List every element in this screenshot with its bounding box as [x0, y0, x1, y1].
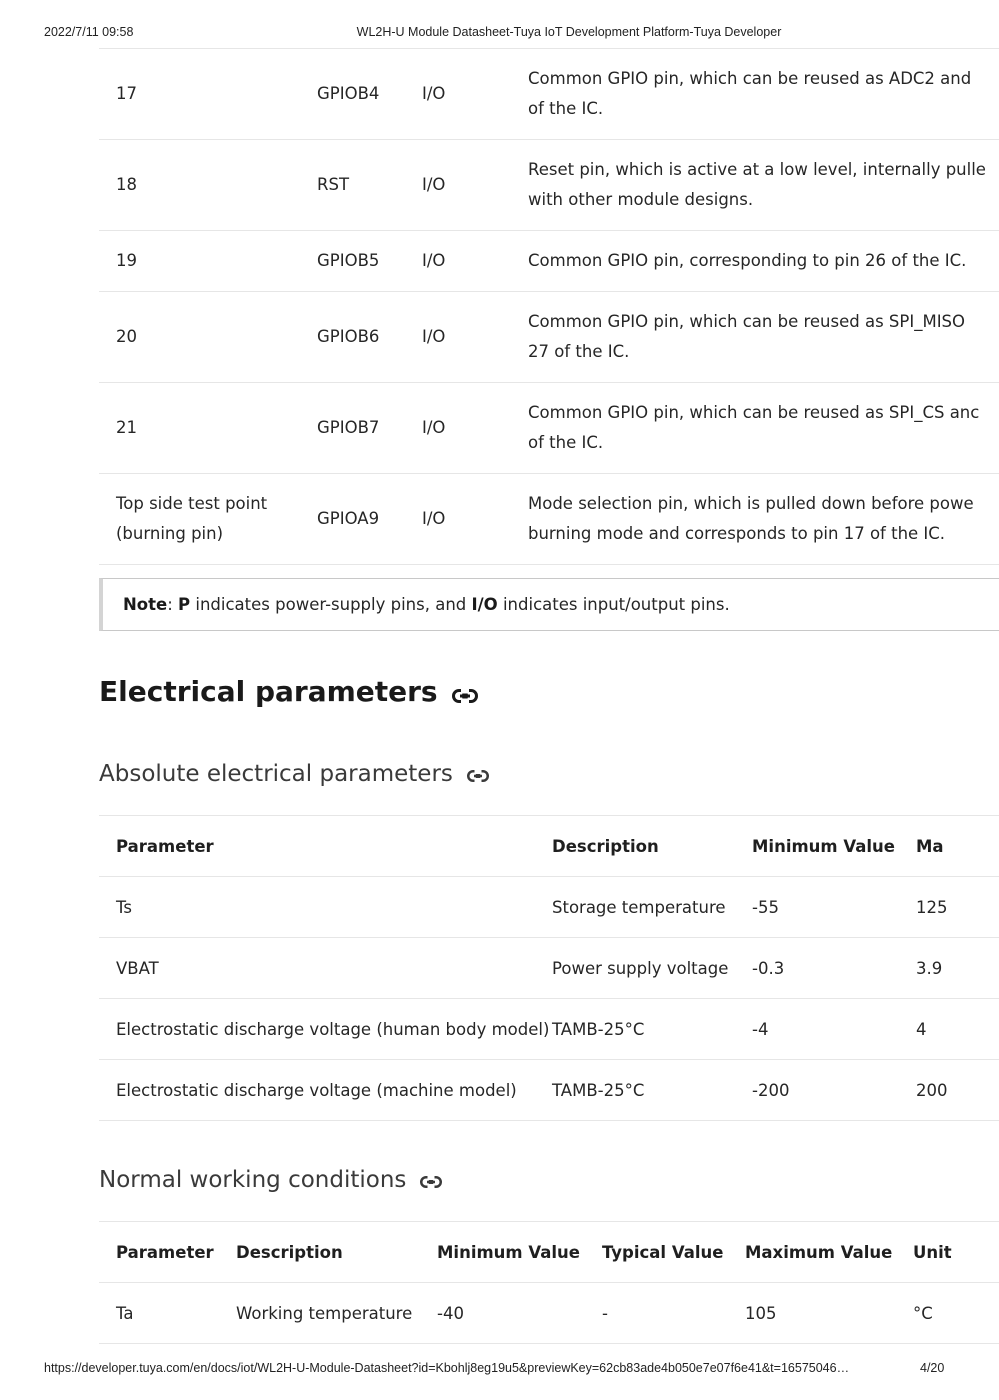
pin-description: Common GPIO pin, corresponding to pin 26 of the IC. [528, 251, 967, 270]
table-row [99, 292, 999, 383]
column-header: Ma [916, 836, 944, 856]
table-row [99, 877, 999, 938]
pin-number: 17 [116, 84, 137, 103]
section-heading-text: Absolute electrical parameters [99, 761, 453, 787]
link-icon[interactable] [420, 1168, 442, 1194]
note-callout [99, 578, 999, 631]
table-row [99, 938, 999, 999]
pin-number: 18 [116, 175, 137, 194]
table-cell: TAMB-25°C [552, 1080, 645, 1100]
pin-symbol: GPIOB6 [317, 327, 380, 346]
link-icon[interactable] [467, 762, 489, 788]
section-heading-absolute-electrical-parameters [99, 761, 489, 788]
pin-description: Common GPIO pin, which can be reused as ADC2 and of the IC. [528, 69, 972, 118]
pin-number: 21 [116, 418, 137, 437]
pin-symbol: GPIOB7 [317, 418, 380, 437]
table-cell: 125 [916, 897, 948, 917]
pin-symbol: GPIOB5 [317, 251, 380, 270]
pin-io-type: I/O [422, 418, 446, 437]
table-row [99, 1283, 999, 1344]
pin-description: Common GPIO pin, which can be reused as SPI_MISO 27 of the IC. [528, 312, 966, 361]
column-header: Typical Value [602, 1242, 724, 1262]
note-p: P [178, 595, 191, 614]
pin-definition-table [99, 48, 999, 565]
table-cell: Storage temperature [552, 897, 726, 917]
note-label: Note [123, 595, 168, 614]
pin-symbol: GPIOB4 [317, 84, 380, 103]
pin-number: Top side test point (burning pin) [116, 494, 268, 543]
table-cell: TAMB-25°C [552, 1019, 645, 1039]
column-header: Description [236, 1242, 343, 1262]
table-cell: -55 [752, 897, 779, 917]
table-cell: 200 [916, 1080, 948, 1100]
table-cell: -0.3 [752, 958, 785, 978]
print-timestamp: 2022/7/11 09:58 [44, 25, 134, 39]
print-footer [0, 1361, 990, 1377]
print-title: WL2H-U Module Datasheet-Tuya IoT Development Platform-Tuya Developer [356, 25, 782, 39]
table-cell: Ts [116, 897, 132, 917]
table-row [99, 999, 999, 1060]
pin-description: Reset pin, which is active at a low level, internally pulle with other module designs. [528, 160, 986, 209]
table-cell: 3.9 [916, 958, 943, 978]
table-cell: -200 [752, 1080, 790, 1100]
column-header: Maximum Value [745, 1242, 893, 1262]
section-heading-electrical-parameters [99, 675, 478, 710]
table-header-row [99, 816, 999, 877]
pin-description: Common GPIO pin, which can be reused as SPI_CS anc of the IC. [528, 403, 980, 452]
page-url[interactable]: https://developer.tuya.com/en/docs/iot/WL2H-U-Module-Datasheet?id=Kbohlj8eg19u5&previewKey=62cb83ade4b050e7e07f6e41&t=16575046… [44, 1361, 850, 1375]
table-cell: Electrostatic discharge voltage (human body model) [116, 1019, 550, 1039]
table-cell: Working temperature [236, 1303, 413, 1323]
pin-io-type: I/O [422, 327, 446, 346]
table-row [99, 140, 999, 231]
table-row [99, 49, 999, 140]
column-header: Minimum Value [752, 836, 895, 856]
pin-io-type: I/O [422, 175, 446, 194]
note-io: I/O [471, 595, 498, 614]
table-header-row [99, 1222, 999, 1283]
column-header: Minimum Value [437, 1242, 580, 1262]
table-row [99, 231, 999, 292]
pin-number: 20 [116, 327, 137, 346]
print-header [0, 25, 990, 41]
page-content [99, 48, 986, 1348]
section-heading-text: Normal working conditions [99, 1167, 407, 1193]
table-cell: -4 [752, 1019, 769, 1039]
link-icon[interactable] [452, 677, 478, 710]
note-colon: : [167, 595, 179, 614]
pin-symbol: GPIOA9 [317, 509, 380, 528]
table-cell: - [602, 1303, 608, 1323]
column-header: Description [552, 836, 659, 856]
pin-io-type: I/O [422, 251, 446, 270]
table-cell: Electrostatic discharge voltage (machine model) [116, 1080, 517, 1100]
column-header: Parameter [116, 1242, 214, 1262]
table-row [99, 1060, 999, 1121]
pin-io-type: I/O [422, 84, 446, 103]
table-cell: Ta [116, 1303, 134, 1323]
page-number: 4/20 [920, 1361, 945, 1375]
table-cell: 4 [916, 1019, 927, 1039]
note-text-2: indicates input/output pins. [497, 595, 730, 614]
table-cell: VBAT [116, 958, 159, 978]
absolute-electrical-parameters-table [99, 815, 999, 1121]
table-cell: 105 [745, 1303, 777, 1323]
pin-number: 19 [116, 251, 137, 270]
pin-io-type: I/O [422, 509, 446, 528]
normal-working-conditions-table [99, 1221, 999, 1344]
table-row [99, 383, 999, 474]
column-header: Parameter [116, 836, 214, 856]
table-cell: Power supply voltage [552, 958, 729, 978]
table-cell: °C [913, 1303, 933, 1323]
table-cell: -40 [437, 1303, 464, 1323]
pin-description: Mode selection pin, which is pulled down before powe burning mode and corresponds to pin 17 of the IC. [528, 494, 974, 543]
section-heading-normal-working-conditions [99, 1167, 442, 1194]
note-text-1: indicates power-supply pins, and [190, 595, 472, 614]
pin-symbol: RST [317, 175, 350, 194]
section-heading-text: Electrical parameters [99, 675, 438, 708]
table-row [99, 474, 999, 565]
column-header: Unit [913, 1242, 952, 1262]
